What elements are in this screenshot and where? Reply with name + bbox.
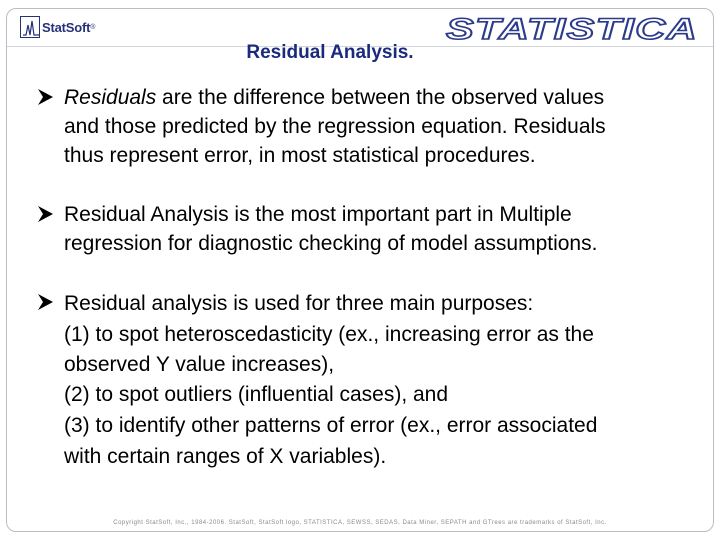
statsoft-logo-icon: [20, 16, 40, 38]
bullet-emphasis-text: Residuals: [64, 86, 157, 109]
statsoft-registered-mark: ®: [90, 23, 96, 31]
arrow-bullet-icon: [36, 204, 56, 224]
bullet-residual-analysis-importance: [36, 200, 696, 258]
svg-text:STATISTICA: STATISTICA: [446, 13, 698, 46]
bullet-text: (3) to identify other patterns of error (ex., error associated: [64, 414, 598, 437]
bullet-text: thus represent error, in most statistical procedures.: [64, 144, 536, 167]
bullet-text: are the difference between the observed values: [156, 86, 605, 109]
arrow-bullet-icon: [36, 292, 56, 312]
bullet-text: (1) to spot heteroscedasticity (ex., increasing error as the: [64, 323, 594, 346]
bullet-residual-analysis-purposes: [36, 288, 696, 472]
bullet-text: with certain ranges of X variables).: [64, 445, 387, 468]
arrow-bullet-icon: [36, 87, 56, 107]
bullet-text: Residual Analysis is the most important part in Multiple: [64, 203, 572, 226]
bullet-text: Residual analysis is used for three main purposes:: [64, 292, 534, 315]
slide-title: Residual Analysis.: [246, 42, 414, 63]
bullet-text: observed Y value increases),: [64, 353, 335, 376]
bullet-residuals-definition: [36, 83, 696, 170]
bullet-text: (2) to spot outliers (influential cases), and: [64, 383, 449, 406]
statistica-wordmark: [440, 12, 704, 46]
statsoft-logo-text: StatSoft: [42, 19, 91, 35]
statsoft-logo: [20, 16, 95, 38]
copyright-footer: Copyright StatSoft, Inc., 1984-2006. StatSoft, StatSoft logo, STATISTICA, SEWSS, SEDAS, Data Miner, SEPATH and GTrees are trademarks of StatSoft, Inc.: [113, 520, 607, 526]
bullet-text: and those predicted by the regression equation. Residuals: [64, 115, 606, 138]
bullet-list: [36, 83, 696, 472]
bullet-text: regression for diagnostic checking of model assumptions.: [64, 232, 598, 255]
